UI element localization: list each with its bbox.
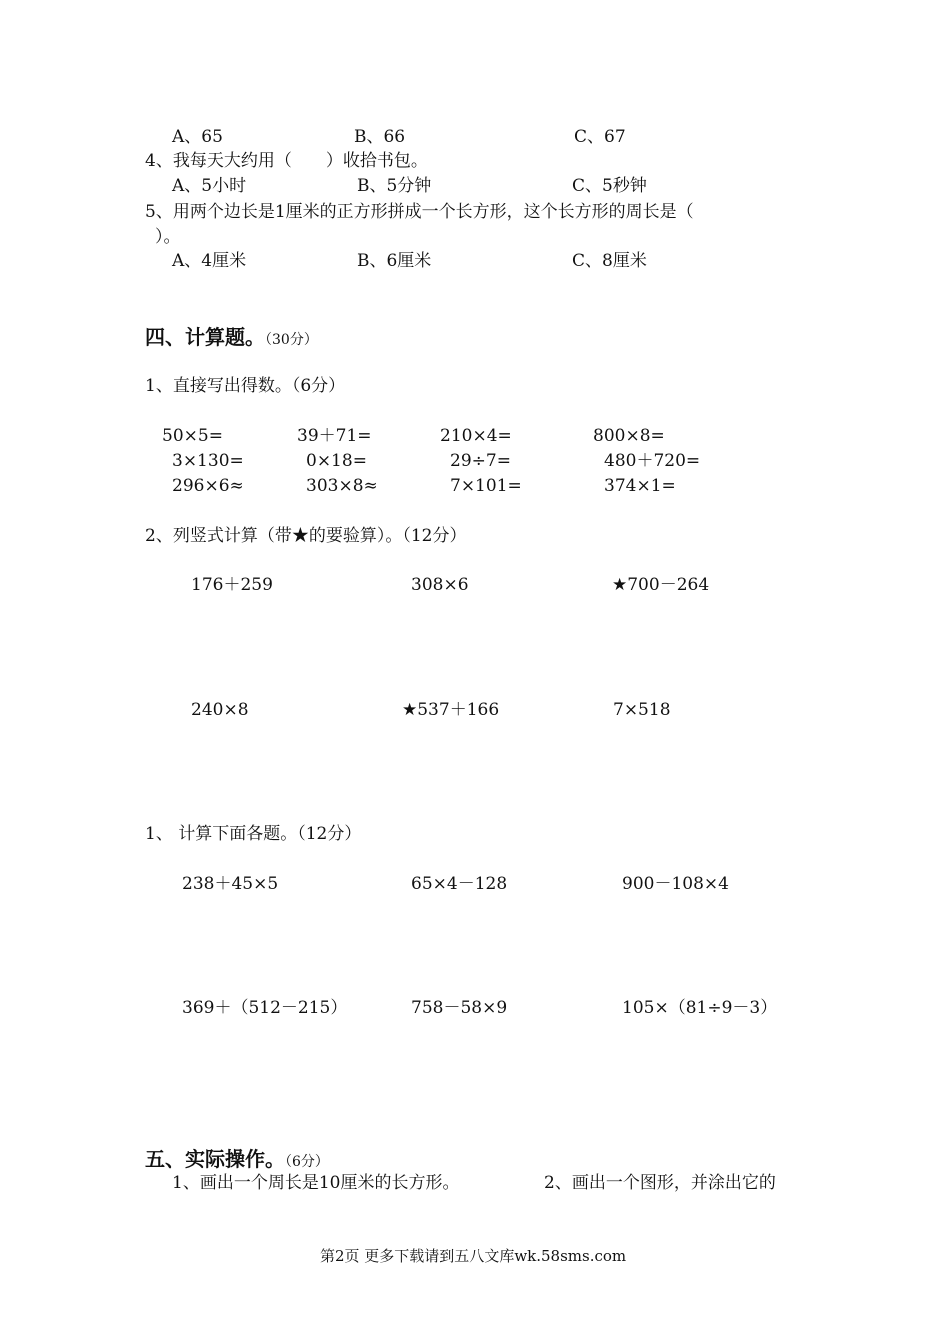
oral-calc-item: 480＋720= — [604, 451, 701, 471]
section5-item-2: 2、画出一个图形，并涂出它的 — [544, 1173, 776, 1193]
vertical-calc-item: 7×518 — [613, 700, 671, 720]
vertical-calc-item: 308×6 — [411, 575, 469, 595]
mixed-calc-item: 105×（81÷9－3） — [622, 998, 778, 1018]
q5-option-a: A、4厘米 — [172, 251, 247, 271]
oral-calc-item: 29÷7= — [450, 451, 511, 471]
oral-calc-item: 296×6≈ — [172, 476, 244, 496]
q3-option-c: C、67 — [574, 127, 626, 147]
vertical-calc-item: ★537＋166 — [402, 700, 500, 720]
vertical-calc-item: 240×8 — [191, 700, 249, 720]
section4-points: （30分） — [265, 332, 318, 348]
oral-calc-item: 303×8≈ — [306, 476, 378, 496]
oral-calc-item: 800×8= — [593, 426, 665, 446]
page-footer: 第2页 更多下载请到五八文库wk.58sms.com — [320, 1247, 627, 1265]
oral-calc-item: 7×101= — [450, 476, 522, 496]
mixed-calc-item: 369＋（512－215） — [182, 998, 348, 1018]
q5-stem-line1: 5、用两个边长是1厘米的正方形拼成一个长方形，这个长方形的周长是（ — [145, 202, 694, 222]
part3-title: 1、 计算下面各题。（12分） — [145, 824, 362, 844]
section4-heading — [145, 324, 318, 353]
mixed-calc-item: 238＋45×5 — [182, 874, 279, 894]
oral-calc-item: 374×1= — [604, 476, 676, 496]
section4-title: 四、计算题。 — [145, 325, 265, 349]
vertical-calc-item: 176＋259 — [191, 575, 273, 595]
mixed-calc-item: 758－58×9 — [411, 998, 508, 1018]
part1-title: 1、直接写出得数。（6分） — [145, 376, 346, 396]
vertical-calc-item: ★700－264 — [612, 575, 710, 595]
section5-item-1: 1、画出一个周长是10厘米的长方形。 — [172, 1173, 460, 1193]
q4-stem: 4、我每天大约用（ ）收拾书包。 — [145, 151, 428, 171]
part2-title: 2、列竖式计算（带★的要验算）。（12分） — [145, 526, 467, 546]
q4-option-c: C、5秒钟 — [572, 176, 647, 196]
oral-calc-item: 39＋71= — [297, 426, 372, 446]
mixed-calc-item: 900－108×4 — [622, 874, 729, 894]
mixed-calc-item: 65×4－128 — [411, 874, 508, 894]
q3-option-a: A、65 — [172, 127, 223, 147]
q4-option-b: B、5分钟 — [357, 176, 432, 196]
q5-stem-line2: ）。 — [155, 227, 181, 247]
section5-title: 五、实际操作。 — [145, 1147, 285, 1171]
oral-calc-item: 3×130= — [172, 451, 244, 471]
q5-option-c: C、8厘米 — [572, 251, 647, 271]
section5-points: （6分） — [285, 1154, 329, 1170]
q4-option-a: A、5小时 — [172, 176, 247, 196]
oral-calc-item: 0×18= — [306, 451, 367, 471]
q5-option-b: B、6厘米 — [357, 251, 432, 271]
oral-calc-item: 50×5= — [162, 426, 223, 446]
q3-option-b: B、66 — [354, 127, 406, 147]
section5-heading — [145, 1146, 329, 1175]
oral-calc-item: 210×4= — [440, 426, 512, 446]
